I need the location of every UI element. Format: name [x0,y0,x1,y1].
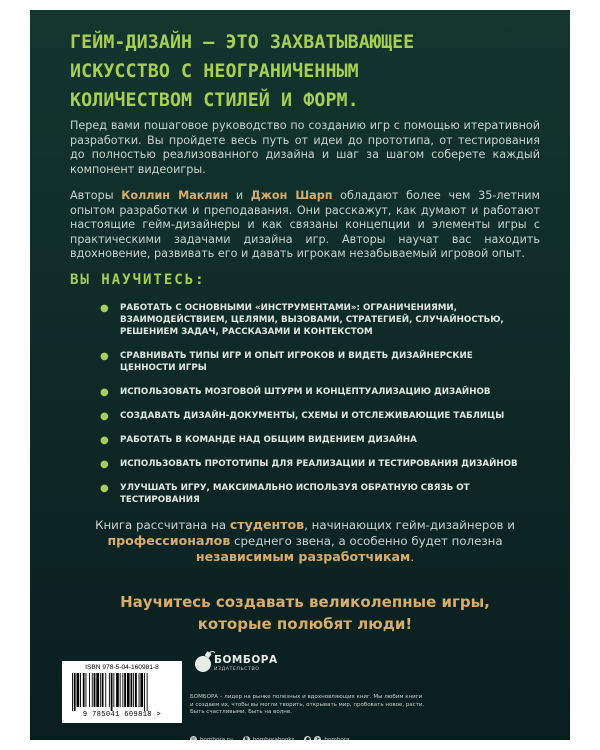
slogan-line-2: которые полюбят люди! [197,615,413,633]
ean-digits: 9 785041 609818 > [82,711,162,719]
publisher-description: БОМБОРА – лидер на рынке полезных и вдохновляющих книг. Мы любим книги и создаем их, чтобы вы могли творить, открывать мир, пробовать новое, расти. Быть счастливыми. Быть на волне. [190,694,425,716]
social-website[interactable] [190,736,233,740]
audience-students: студентов [229,517,305,532]
learn-item-text: СОЗДАВАТЬ ДИЗАЙН-ДОКУМЕНТЫ, СХЕМЫ И ОТСЛЕЖИВАЮЩИЕ ТАБЛИЦЫ [120,411,505,421]
bullet-icon: ● [100,411,109,422]
barcode-bar [80,673,81,707]
telegram-icon: ● [304,736,311,740]
learn-item-text: СРАВНИВАТЬ ТИПЫ ИГР И ОПЫТ ИГРОКОВ И ВИДЕТЬ ДИЗАЙНЕРСКИЕ ЦЕННОСТИ ИГРЫ [120,351,473,373]
learn-item [100,302,530,338]
bullet-icon: ● [100,303,109,314]
authors-prefix: Авторы [70,189,122,202]
barcode-bar [116,673,119,707]
barcode-bar [86,673,87,707]
learn-item [100,434,530,446]
bullet-icon: ● [100,459,109,470]
barcode-bar [94,673,96,707]
barcode-bar [120,673,121,707]
publisher-name: БОМБОРА [214,654,278,666]
audience-professionals: профессионалов [107,533,231,548]
book-back-cover [30,10,570,740]
barcode [62,661,182,723]
barcode-bar [139,673,140,707]
vk-icon: В [243,736,250,740]
slogan [90,591,520,635]
author-1: Коллин Маклин [121,189,229,202]
barcode-bars [70,673,174,711]
learn-item-text: ИСПОЛЬЗОВАТЬ МОЗГОВОЙ ШТУРМ И КОНЦЕПТУАЛИЗАЦИЮ ДИЗАЙНОВ [120,387,491,397]
barcode-bar [105,673,106,707]
barcode-bar [113,673,114,707]
authors-and: и [228,189,251,202]
headline-line-3: КОЛИЧЕСТВОМ СТИЛЕЙ И ФОРМ. [70,90,359,111]
learn-item [100,482,530,506]
barcode-bar [127,673,130,707]
slogan-line-1: Научитесь создавать великолепные игры, [120,593,490,611]
barcode-bar [122,673,123,707]
barcode-bar [109,673,110,707]
barcode-bar [140,673,143,707]
social-website-label: bombora.ru [200,736,233,740]
barcode-bar [111,673,113,711]
learn-item-text: РАБОТАТЬ В КОМАНДЕ НАД ОБЩИМ ВИДЕНИЕМ ДИЗАЙНА [120,435,417,445]
barcode-bar [77,673,80,707]
bullet-icon: ● [100,483,109,494]
messenger-icon: ➤ [314,736,321,740]
globe-icon: ◎ [190,736,197,740]
bullet-icon: ● [100,387,109,398]
publisher-subtitle: ИЗДАТЕЛЬСТВО [214,667,260,672]
audience-text-1: Книга рассчитана на [95,518,230,532]
barcode-bar [102,673,104,707]
audience-text-3: среднего звена, а особенно будет полезна [230,534,503,548]
authors-rest: обладают более чем 35-летним опытом разработки и преподавания. Они расскажут, как думают и работают настоящие гейм-дизайнеры и как связаны концепции и элементы игры с практическими задачами дизайна игр. Авторы научат вас находить вдохновение, развивать его и давать игрокам незабываемый игровой опыт. [70,189,540,261]
learn-item [100,350,530,374]
audience-text-2: , начинающих гейм-дизайнеров и [304,518,515,532]
social-links [190,736,350,740]
barcode-bar [131,673,133,707]
barcode-bar [144,673,145,711]
barcode-bar [74,673,76,711]
learn-item [100,458,530,470]
social-vk-label: bomborabooks [252,736,295,740]
social-vk[interactable] [243,736,295,740]
learn-item-text: РАБОТАТЬ С ОСНОВНЫМИ «ИНСТРУМЕНТАМИ»: ОГРАНИЧЕНИЯМИ, ВЗАИМОДЕЙСТВИЕМ, ЦЕЛЯМИ, ВЫЗОВАМИ, СТРАТЕГИЕЙ, СЛУЧАЙНОСТЬЮ, РЕШЕНИЕМ ЗАДАЧ, РАССКАЗАМИ И КОНТЕКСТОМ [120,303,504,337]
barcode-bar [133,673,134,707]
intro-paragraph: Перед вами пошаговое руководство по созданию игр с помощью итеративной разработки. Вы пройдете весь путь от идеи до прототипа, от тестирования до полностью реализованного дизайна и шаг за шагом соберете каждый компонент видеоигры. [70,119,540,176]
author-2: Джон Шарп [250,189,333,202]
authors-paragraph [70,189,540,262]
headline [70,28,540,115]
barcode-bar [72,673,73,711]
bullet-icon: ● [100,351,109,362]
learn-item-text: ИСПОЛЬЗОВАТЬ ПРОТОТИПЫ ДЛЯ РЕАЛИЗАЦИИ И ТЕСТИРОВАНИЯ ДИЗАЙНОВ [120,459,518,469]
headline-line-2: ИСКУССТВО С НЕОГРАНИЧЕННЫМ [70,61,359,82]
learn-item [100,386,530,398]
isbn-text: ISBN 978-5-04-160981-8 [85,664,159,671]
learn-item [100,410,530,422]
barcode-bar [147,673,148,711]
barcode-bar [89,673,90,707]
barcode-bar [124,673,126,707]
learn-item-text: УЛУЧШАТЬ ИГРУ, МАКСИМАЛЬНО ИСПОЛЬЗУЯ ОБРАТНУЮ СВЯЗЬ ОТ ТЕСТИРОВАНИЯ [120,483,470,505]
barcode-bar [100,673,101,707]
barcode-bar [92,673,93,707]
audience-indie-devs: независимым разработчикам [195,549,411,564]
social-telegram-label: bombora [324,736,350,740]
audience-paragraph [90,517,520,565]
audience-text-4: . [410,550,415,564]
social-telegram[interactable] [304,736,349,740]
learn-list [100,302,530,518]
learn-title: ВЫ НАУЧИТЕСЬ: [70,272,206,288]
barcode-bar [83,673,85,707]
bullet-icon: ● [100,435,109,446]
barcode-bar [96,673,99,707]
headline-line-1: ГЕЙМ-ДИЗАЙН – ЭТО ЗАХВАТЫВАЮЩЕЕ [70,32,415,53]
barcode-bar [135,673,137,707]
